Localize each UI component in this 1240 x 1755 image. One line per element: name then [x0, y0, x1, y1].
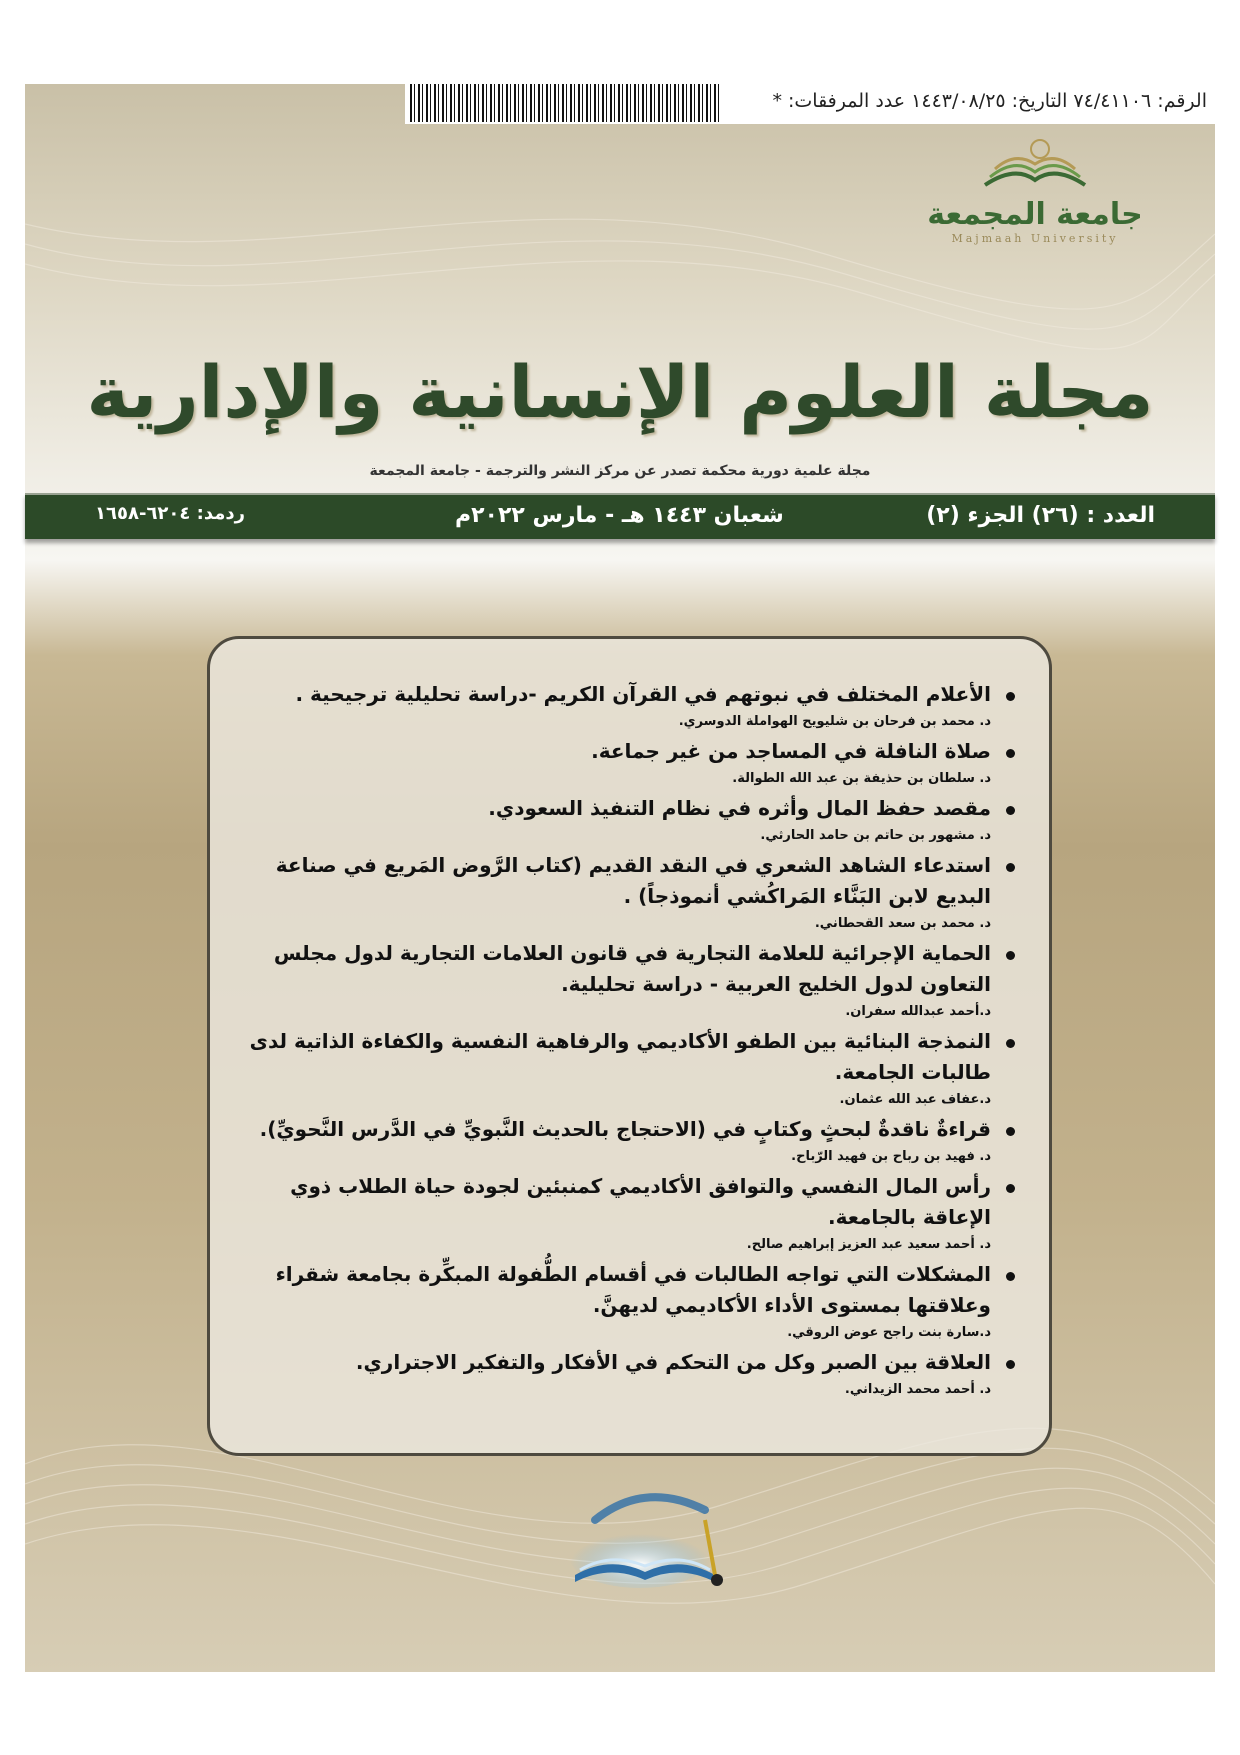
article-author: د. مشهور بن حاتم بن حامد الحارثي. [760, 828, 991, 843]
journal-title: مجلة العلوم الإنسانية والإدارية [86, 350, 1154, 434]
list-item [240, 938, 1017, 1024]
article-author: د. فهيد بن رباح بن فهيد الرّباح. [791, 1149, 991, 1164]
article-title: العلاقة بين الصبر وكل من التحكم في الأفكار والتفكير الاجتراري. [240, 1347, 1017, 1378]
list-item [240, 679, 1017, 734]
list-item [240, 1347, 1017, 1402]
list-item [240, 1026, 1017, 1112]
article-title: الحماية الإجرائية للعلامة التجارية في قانون العلامات التجارية لدول مجلس التعاون لدول الخليج العربية - دراسة تحليلية. [240, 938, 1017, 1000]
logo-english: Majmaah University [951, 232, 1119, 245]
list-item [240, 793, 1017, 848]
registration-stamp [405, 84, 1215, 124]
article-author: د.أحمد عبدالله سفران. [845, 1004, 991, 1019]
article-author: د.سارة بنت راجح عوض الروقي. [787, 1325, 991, 1340]
university-logo [905, 135, 1165, 255]
article-author: د. أحمد محمد الزيداني. [844, 1382, 991, 1397]
open-book-icon [555, 1480, 745, 1610]
article-title: استدعاء الشاهد الشعري في النقد القديم (كتاب الرَّوض المَريع في صناعة البديع لابن البَنَّاء المَراكُشي أنموذجاً) . [240, 850, 1017, 912]
article-title: قراءةٌ ناقدةٌ لبحثٍ وكتابٍ في (الاحتجاج بالحديث النَّبويِّ في الدَّرس النَّحويِّ). [240, 1114, 1017, 1145]
article-title: الأعلام المختلف في نبوتهم في القرآن الكريم -دراسة تحليلية ترجيحية . [240, 679, 1017, 710]
stamp-text: الرقم: ٧٤/٤١١٠٦ التاريخ: ١٤٤٣/٠٨/٢٥ عدد المرفقات: * [772, 90, 1207, 112]
article-author: د.عفاف عبد الله عثمان. [839, 1092, 991, 1107]
logo-arabic: جامعة المجمعة [927, 197, 1143, 232]
list-item [240, 1171, 1017, 1257]
issue-date: شعبان ١٤٤٣ هـ - مارس ٢٠٢٢م [455, 503, 784, 528]
journal-subtitle: مجلة علمية دورية محكمة تصدر عن مركز النشر والترجمة - جامعة المجمعة [369, 463, 871, 479]
article-author: د. محمد بن سعد القحطاني. [814, 916, 991, 931]
article-title: المشكلات التي تواجه الطالبات في أقسام الطُّفولة المبكِّرة بجامعة شقراء وعلاقتها بمستوى الأداء الأكاديمي لديهنَّ. [240, 1259, 1017, 1321]
list-item [240, 1259, 1017, 1345]
publisher-logo [555, 1480, 745, 1610]
article-author: د. أحمد سعيد عبد العزيز إبراهيم صالح. [746, 1237, 991, 1252]
article-title: صلاة النافلة في المساجد من غير جماعة. [240, 736, 1017, 767]
article-title: النمذجة البنائية بين الطفو الأكاديمي والرفاهية النفسية والكفاءة الذاتية لدى طالبات الجامعة. [240, 1026, 1017, 1088]
article-author: د. سلطان بن حذيفة بن عبد الله الطوالة. [732, 771, 991, 786]
article-author: د. محمد بن فرحان بن شليويح الهواملة الدوسري. [678, 714, 991, 729]
issue-band [25, 493, 1215, 539]
article-title: مقصد حفظ المال وأثره في نظام التنفيذ السعودي. [240, 793, 1017, 824]
list-item [240, 850, 1017, 936]
table-of-contents [207, 636, 1052, 1456]
article-title: رأس المال النفسي والتوافق الأكاديمي كمنبئين لجودة حياة الطلاب ذوي الإعاقة بالجامعة. [240, 1171, 1017, 1233]
barcode [410, 84, 720, 122]
list-item [240, 736, 1017, 791]
list-item [240, 1114, 1017, 1169]
book-logo-icon [975, 135, 1095, 195]
issn: ردمد: ٦٢٠٤-١٦٥٨ [95, 503, 245, 524]
issue-number: العدد : (٢٦) الجزء (٢) [926, 503, 1155, 528]
